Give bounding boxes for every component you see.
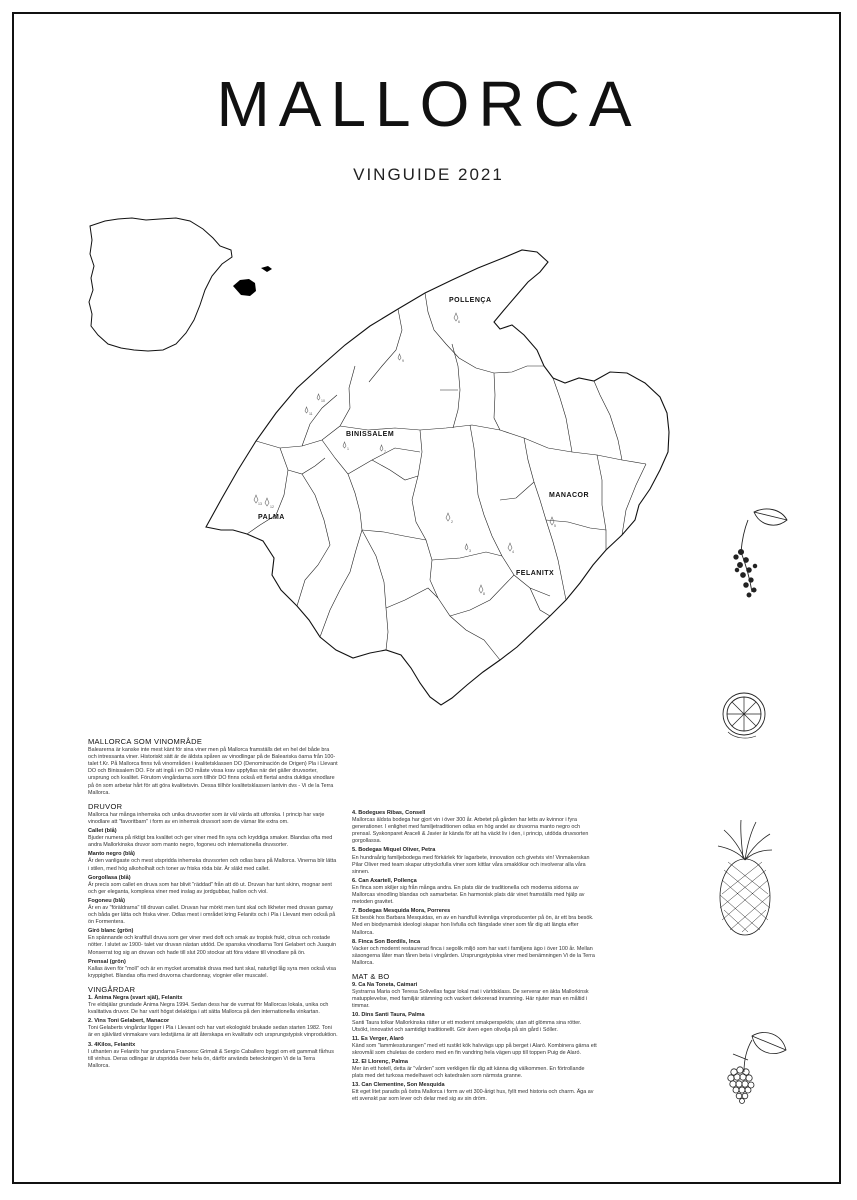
section-heading-druvor: DRUVOR bbox=[88, 801, 123, 811]
winery-description: I uthanten av Felanitx har grundarna Francesc Grimalt & Sergio Caballero byggt om ett gammalt fårhus till vinhus. Deras odlingar är utspridda över hela ön, därför används beteckningen Vi de la Terra Mallorca. bbox=[88, 1048, 334, 1069]
marker-icon bbox=[317, 394, 320, 400]
citrus-slice-icon bbox=[723, 693, 765, 738]
poster-title: MALLORCA bbox=[216, 68, 641, 140]
section-heading-vingardar: VINGÅRDAR bbox=[88, 984, 136, 994]
intro-paragraph: Balearerna är kanske inte mest känt för sina viner men på Mallorca framställs det en hel del både bra och intressanta viner. Historiskt sätt är de äldsta spåren av vinodlingar på de Baleariska öarna från 100-talet f.Kr. På Mallorca finns två vinområden i kvalitetsklassen DO (Denominación de Origen) Pla i Llevant DO och Binissalem DO. För att ingå i en DO måste vissa krav uppfyllas när det gäller druvsorter, ursprung och kvalitet. Förutom vingårdarna som tillhör DO finns också ett flertal andra duktiga vinodlare på ön som arbetar hårt för att göra kvalitetsvin. Dessa tillhör kvalitetsklassen lantvin dvs - Vi de la Terra Mallorca. bbox=[88, 747, 338, 796]
raspberry-icon bbox=[728, 1032, 786, 1103]
druvor-paragraph: Mallorca har många inhemska och unika druvsorter som är väl värda att utforska. I princip har varje vinodlare att "favoritbarn" i form av en inhemsk druvsort som de värnar lite extra om. bbox=[88, 811, 325, 825]
restaurant-description: Känd som "lammlessturangen" med ett rustikt kök halvvägs upp på berget i Alaró. Kombinera gärna ett skrovmål som chuletas de cordero med en fin vandring hela vägen upp till toppen Puig de Alaró. bbox=[352, 1042, 597, 1056]
restaurant-description: Systrarna Maria och Teresa Solivellas fagar lokal mat i världsklass. De serverar en äkta Mallorkinsk matupplevelse, med familjär stämning och vackert dekorerad inramning. Här njuter man en måltid i timmar. bbox=[352, 989, 589, 1010]
marker-number: 3 bbox=[469, 549, 471, 553]
marker-number: 13 bbox=[258, 502, 262, 506]
grape-description: Är precis som callet en druva som har blivit "räddad" från att dö ut. Druvan har tunt skinn, mognar sent och ger eleganta, komplexa viner med inslag av jordgubbar, hallon och viol. bbox=[88, 881, 332, 895]
winery-description: En finca som skiljer sig från många andra. En plats där de traditionella och moderna sidorna av Mallorcas vinodling blandas och samarbetar. En harmonisk plats där vinet framställs med hjälp av metoden gravitet. bbox=[352, 884, 585, 906]
winery-name: 4. Bodegues Ribas, Consell bbox=[352, 810, 426, 816]
place-label-pollenca: POLLENÇA bbox=[449, 297, 492, 304]
marker-icon bbox=[380, 445, 383, 451]
marker-number: 2 bbox=[451, 520, 453, 524]
grape-description: Kallas även för "moll" och är en mycket aromatisk druva med tunt skal, naturligt låg syra men också visa kryppighet. Blandas ofta med druvorna chardonnay, viognier eller muscatel. bbox=[88, 965, 337, 979]
restaurant-description: Mer än ett hotell, detta är "vården" som verkligen får dig att känna dig välkommen. En förtrollande plats med det turkosa medelhavet och katedralen som närmsta granne. bbox=[352, 1066, 585, 1080]
restaurant-name: 9. Ca Na Toneta, Caimari bbox=[352, 982, 418, 989]
restaurant-name: 13. Can Clementine, Son Mesquida bbox=[352, 1082, 445, 1089]
winery-name: 1. Ànima Negra (svart själ), Felanitx bbox=[88, 995, 183, 1001]
grape-description: Bjuder numera på riktigt bra kvalitet och ger viner med fin syra och kryddiga smaker. Blandas ofta med andra Mallorkinska druvor som manto negro, fogoneu och internationella druvsorter. bbox=[88, 835, 333, 849]
map-markers bbox=[254, 313, 554, 593]
pepper-branch-icon bbox=[734, 509, 787, 597]
marker-number: 8 bbox=[483, 592, 485, 596]
grape-description: En spännande och kraftfull druva som ger viner med doft och smak av tropisk frukt, citrus och rostade nötter. I slutet av 1900- talet var druvan nästan utdöd. De spanska vinodlarna Toni Gelabert och Juaquin Monserrat tog sig an druvan och hade till slut 200 stockar att föra vidare till vinodlare på ön. bbox=[88, 935, 337, 956]
marker-number: 5 bbox=[554, 524, 556, 528]
winery-name: 3. 4Kilos, Felanitx bbox=[88, 1041, 136, 1048]
winery-description: Vacker och modernt restaurerad finca i segolik miljö som har vart i familjens ägo i över 100 år. Mellan säsongerna låter man fåren beta i vingården. Ursprungstypiska viner med benämningen Vi de la Terra Mallorca. bbox=[352, 945, 595, 966]
grape-description: Är en av "föräldrarna" till druvan callet. Druvan har mörkt men tunt skal och likheter med druvan gamay och båda ger lätta och friska viner. Odlas mest i området kring Felanitx och i Pla i Llevant men också på ön Formentera. bbox=[88, 904, 336, 926]
grape-name: Callet (blå) bbox=[88, 828, 117, 835]
grape-name: Manto negro (blå) bbox=[88, 851, 135, 858]
pineapple-icon bbox=[718, 820, 772, 935]
restaurant-description: Ett eget litet paradis på östra Mallorca i form av ett 300-årigt hus, fyllt med historia och charm. Äga av ett svenskt par som lever och delar med sig av sin dröm. bbox=[352, 1089, 594, 1103]
winery-name: 7. Bodegas Mesquida Mora, Porreres bbox=[352, 908, 451, 915]
restaurant-name: 10. Dins Santi Taura, Palma bbox=[352, 1012, 425, 1019]
marker-number: 9 bbox=[402, 359, 404, 363]
winery-name: 8. Finca Son Bordils, Inca bbox=[352, 938, 421, 945]
menorca-inset bbox=[261, 266, 272, 272]
marker-number: 10 bbox=[321, 399, 325, 403]
marker-number: 7 bbox=[384, 450, 386, 454]
section-heading-mat-bo: MAT & BO bbox=[352, 971, 390, 981]
winery-description: Ett besök hos Barbara Mesquidas, en av en handfull kvinnliga vinproducenter på ön, är ett bra besök. Med en biodynamisk ideologi skapar hon livfulla och fängslade viner som får dig att längta efter Mallorca. bbox=[352, 915, 594, 936]
winery-description: En hundraårig familjebodega med förkärlek för lagarbete, innovation och givetvis vin! Vinmakerskan Pilar Oliver med team skapar uttrycksfulla viner som kittlar våra smaklökar och involverar alla våra sinnen. bbox=[352, 854, 590, 875]
mallorca-outline bbox=[206, 250, 669, 705]
grape-name: Prensal (grön) bbox=[88, 958, 126, 965]
municipal-boundaries bbox=[247, 293, 646, 660]
place-label-palma: PALMA bbox=[258, 514, 285, 521]
marker-number: 12 bbox=[270, 505, 274, 509]
winery-description: Tre eldsjälar grundade Ànima Negra 1994. Sedan dess har de vurmat för Mallorcas lokala, unika och kvalitativa druvor. De har varit högst delaktiga i att sätta Mallorca på den internationella vinkartan. bbox=[88, 1002, 329, 1016]
restaurant-name: 11. Es Verger, Alaró bbox=[352, 1035, 404, 1042]
place-label-felanitx: FELANITX bbox=[516, 570, 555, 577]
poster-subtitle: VINGUIDE 2021 bbox=[353, 165, 504, 184]
text-column-left bbox=[88, 738, 338, 1071]
marker-icon bbox=[446, 513, 450, 521]
restaurant-description: Santi Taura tolkar Mallorkinska rätter ur ett modernt smakperspektiv, utan att glömma sina rötter. Utsökt, innovativt och samtidigt traditionellt. Gör även egen olivolja på sin gård i Sóller. bbox=[352, 1019, 582, 1033]
marker-icon bbox=[465, 544, 468, 550]
marker-number: 1 bbox=[347, 447, 349, 451]
winery-name: 2. Vins Toni Gelabert, Manacor bbox=[88, 1018, 170, 1025]
winery-name: 6. Can Axartell, Pollença bbox=[352, 877, 417, 884]
marker-number: 6 bbox=[458, 320, 460, 324]
restaurant-name: 12. El Llorenç, Palma bbox=[352, 1059, 408, 1065]
marker-icon bbox=[343, 442, 346, 448]
grape-name: Giró blanc (grön) bbox=[88, 928, 134, 935]
marker-numbers bbox=[258, 320, 556, 596]
mallorca-inset bbox=[233, 279, 256, 296]
grape-name: Gorgollasa (blå) bbox=[88, 874, 131, 881]
marker-icon bbox=[305, 407, 308, 413]
winery-description: Toni Gelaberts vingårdar ligger i Pla i Llevant och har vart ekologiskt brukade sedan starten 1982. Toni är en självlärd vinmakare vars ledstjärna är att återskapa en kvalitativ och ursprungstypisk vinproduktion. bbox=[88, 1025, 338, 1039]
grape-name: Fogoneu (blå) bbox=[88, 897, 125, 904]
grape-description: Är den vanligaste och mest utspridda inhemska druvsorten och odlas bara på Mallorca. Vinerna blir lätta i stilen, med hög alkoholhalt och toner av friska röda bär. Är släkt med callet. bbox=[88, 858, 337, 872]
place-label-manacor: MANACOR bbox=[549, 492, 590, 499]
text-column-right bbox=[352, 808, 597, 1105]
marker-icon bbox=[398, 354, 401, 360]
marker-number: 4 bbox=[512, 550, 514, 554]
place-label-binissalem: BINISSALEM bbox=[346, 431, 395, 438]
marker-number: 11 bbox=[309, 412, 313, 416]
spain-outline bbox=[89, 218, 232, 351]
winery-description: Mallorcas äldsta bodega har gjort vin i över 300 år. Arbetet på gården har letts av kvinnor i fyra generationer. I enlighet med familjetraditionen odlas en hög andel av druvorna manto negro och prensal. Syskonparet Araceli & Javier är kända för att ha väckt liv i den, i princip, utdöda druvsorten gorgollassa. bbox=[352, 817, 589, 845]
winery-name: 5. Bodegas Miquel Oliver, Petra bbox=[352, 847, 436, 854]
marker-icon bbox=[265, 498, 269, 506]
section-heading-mallorca: MALLORCA SOM VINOMRÅDE bbox=[88, 737, 203, 746]
